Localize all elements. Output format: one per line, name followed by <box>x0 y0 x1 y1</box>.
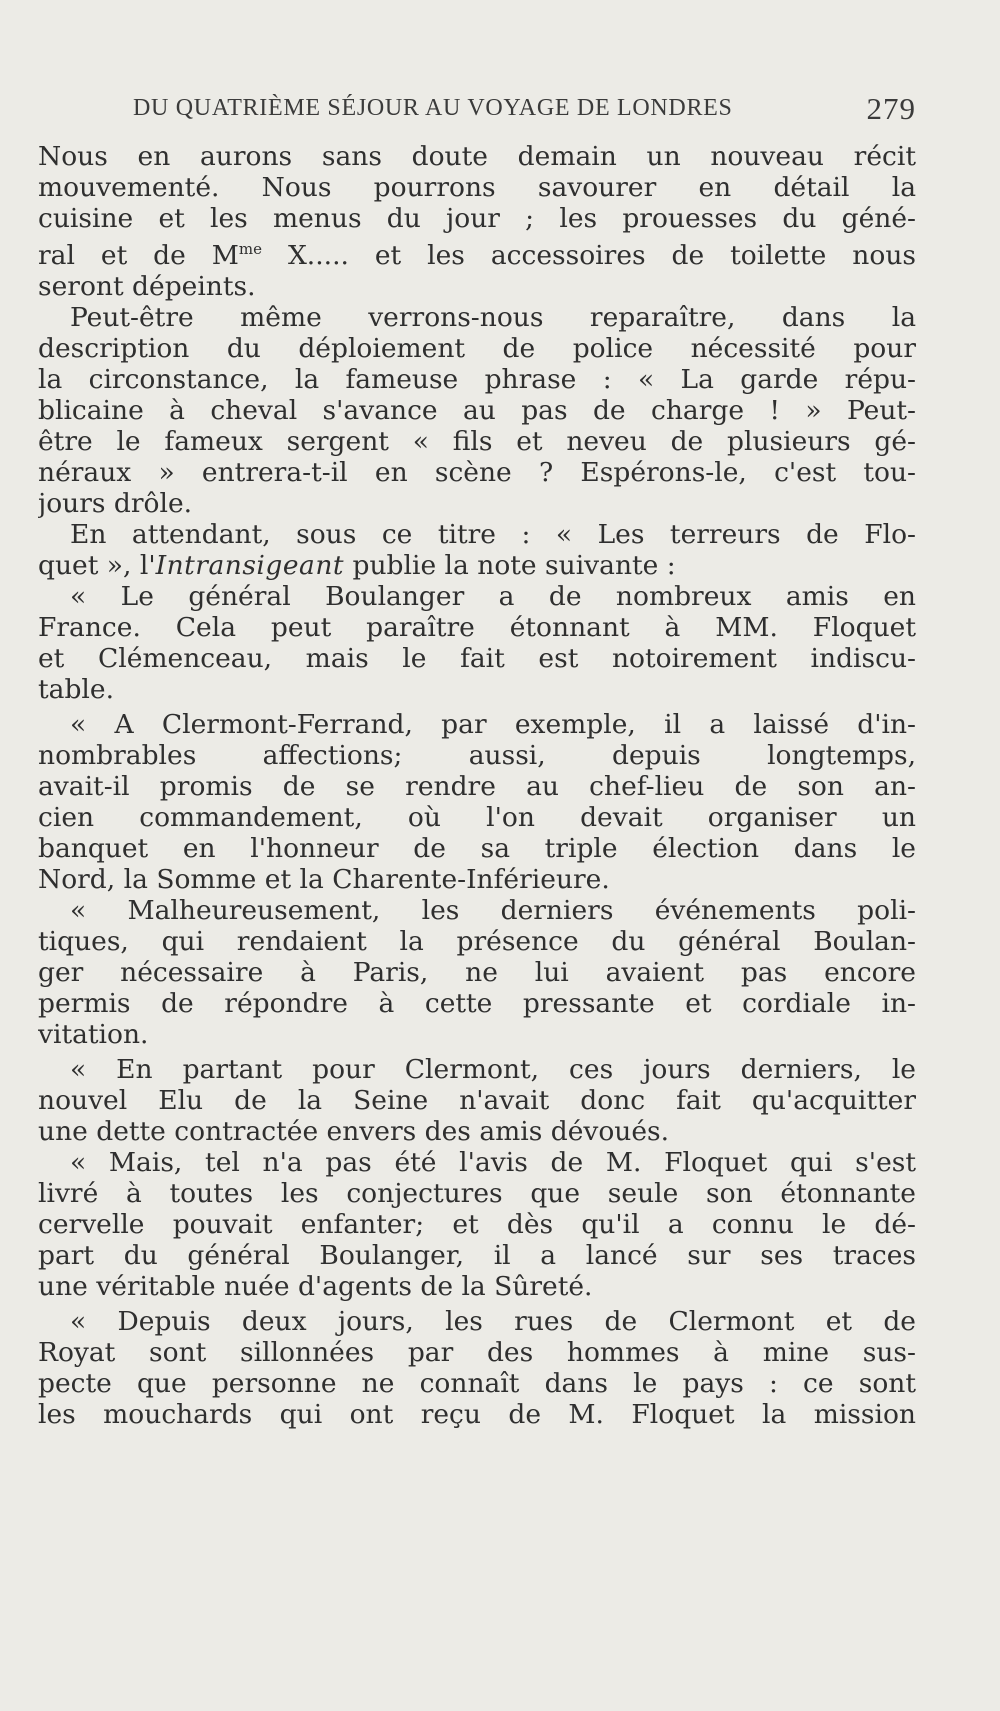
text-line: cien commandement, où l'on devait organiser un <box>38 802 916 833</box>
text-line <box>38 550 916 581</box>
text-line: Peut-être même verrons-nous reparaître, dans la <box>70 302 916 333</box>
text-line: « Le général Boulanger a de nombreux amis en <box>70 581 916 612</box>
text-line: cuisine et les menus du jour ; les prouesses du géné- <box>38 203 916 234</box>
text-line: « A Clermont-Ferrand, par exemple, il a laissé d'in- <box>70 709 916 740</box>
text-line: nouvel Elu de la Seine n'avait donc fait qu'acquitter <box>38 1085 916 1116</box>
text-line: description du déploiement de police nécessité pour <box>38 333 916 364</box>
text-line: et Clémenceau, mais le fait est notoirement indiscu- <box>38 643 916 674</box>
text-line: blicaine à cheval s'avance au pas de charge ! » Peut- <box>38 395 916 426</box>
running-header <box>133 91 916 139</box>
page-text <box>38 141 916 1430</box>
text-line: permis de répondre à cette pressante et cordiale in- <box>38 988 916 1019</box>
superscript: me <box>238 240 262 258</box>
text-line: une véritable nuée d'agents de la Sûreté. <box>38 1271 593 1302</box>
text-line: En attendant, sous ce titre : « Les terreurs de Flo- <box>70 519 916 550</box>
text-line: une dette contractée envers des amis dévoués. <box>38 1116 670 1147</box>
text-line: livré à toutes les conjectures que seule son étonnante <box>38 1178 916 1209</box>
chapter-title: DU QUATRIÈME SÉJOUR AU VOYAGE DE LONDRES <box>133 95 733 121</box>
text-line: « Mais, tel n'a pas été l'avis de M. Floquet qui s'est <box>70 1147 916 1178</box>
text-fragment: ral et de M <box>38 240 239 271</box>
text-line: cervelle pouvait enfanter; et dès qu'il a connu le dé- <box>38 1209 916 1240</box>
text-line: Nous en aurons sans doute demain un nouveau récit <box>38 141 916 172</box>
text-line: jours drôle. <box>38 488 193 519</box>
text-line: vitation. <box>38 1019 149 1050</box>
text-line: Royat sont sillonnées par des hommes à mine sus- <box>38 1337 916 1368</box>
text-line: tiques, qui rendaient la présence du général Boulan- <box>38 926 916 957</box>
text-line: avait-il promis de se rendre au chef-lieu de son an- <box>38 771 916 802</box>
text-line: mouvementé. Nous pourrons savourer en détail la <box>38 172 916 203</box>
text-line: « Depuis deux jours, les rues de Clermont et de <box>70 1306 916 1337</box>
text-line: la circonstance, la fameuse phrase : « La garde répu- <box>38 364 916 395</box>
text-line: part du général Boulanger, il a lancé sur ses traces <box>38 1240 916 1271</box>
text-fragment: X..... et les accessoires de toilette nous <box>262 240 916 271</box>
text-line: ger nécessaire à Paris, ne lui avaient pas encore <box>38 957 916 988</box>
text-line: « Malheureusement, les derniers événements poli- <box>70 895 916 926</box>
text-line: France. Cela peut paraître étonnant à MM. Floquet <box>38 612 916 643</box>
page-number: 279 <box>866 91 916 126</box>
text-line: pecte que personne ne connaît dans le pays : ce sont <box>38 1368 916 1399</box>
text-fragment: quet », l' <box>38 550 156 581</box>
text-fragment: publie la note suivante : <box>344 550 676 581</box>
text-line: banquet en l'honneur de sa triple élection dans le <box>38 833 916 864</box>
text-line: néraux » entrera-t-il en scène ? Espérons-le, c'est tou- <box>38 457 916 488</box>
text-line: table. <box>38 674 114 705</box>
text-line: nombrables affections; aussi, depuis longtemps, <box>38 740 916 771</box>
newspaper-title: Intransigeant <box>155 550 345 581</box>
text-line: seront dépeints. <box>38 271 256 302</box>
text-line: les mouchards qui ont reçu de M. Floquet la mission <box>38 1399 916 1430</box>
text-line <box>38 234 916 271</box>
text-line: Nord, la Somme et la Charente-Inférieure. <box>38 864 610 895</box>
text-line: être le fameux sergent « fils et neveu de plusieurs gé- <box>38 426 916 457</box>
text-line: « En partant pour Clermont, ces jours derniers, le <box>70 1054 916 1085</box>
